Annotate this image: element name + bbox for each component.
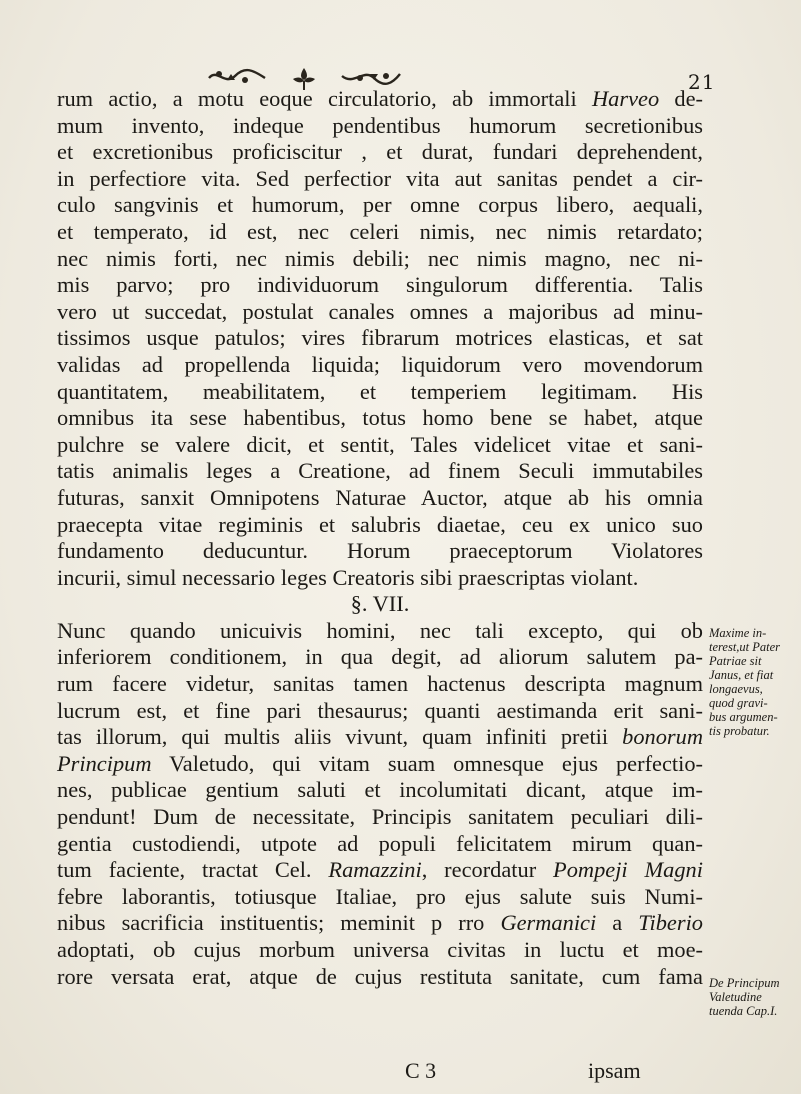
text-line: nibus sacrificia instituentis; meminit p rro Germanici a Tiberio: [57, 910, 703, 936]
text-line: pendunt! Dum de necessitate, Principis sanitatem peculiari dili-: [57, 804, 703, 830]
marginal-note-1: [709, 626, 801, 738]
marginal-note-line: bus argumen-: [709, 710, 778, 724]
signature-line: [0, 1058, 801, 1088]
text-line: Nunc quando unicuivis homini, nec tali excepto, qui ob: [57, 617, 703, 643]
text-line: fundamento deducuntur. Horum praeceptorum Violatores: [57, 538, 703, 564]
text-line: praecepta vitae regiminis et salubris diaetae, ceu ex unico suo: [57, 511, 703, 537]
signature-mark: C 3: [405, 1058, 437, 1083]
marginal-note-line: Janus, et fiat: [709, 668, 774, 682]
marginal-note-line: Maxime in-: [709, 626, 767, 640]
vine-ornament-left-icon: [205, 66, 269, 88]
text-line: culo sangvinis et humorum, per omne corpus libero, aequali,: [57, 192, 703, 218]
vine-ornament-right-icon: [338, 66, 404, 88]
text-line: lucrum est, et fine pari thesaurus; quanti aestimanda erit sani-: [57, 697, 703, 723]
text-line: tas illorum, qui multis aliis vivunt, quam infiniti pretii bonorum: [57, 724, 703, 750]
text-line: tissimos usque patulos; vires fibrarum motrices elasticas, et sat: [57, 325, 703, 351]
text-line: validas ad propellenda liquida; liquidorum vero movendorum: [57, 351, 703, 377]
marginal-note-line: Valetudine: [709, 990, 762, 1004]
marginal-note-line: quod gravi-: [709, 696, 768, 710]
marginal-note-line: tis probatur.: [709, 724, 770, 738]
marginal-note-line: terest,ut Pater: [709, 640, 781, 654]
marginal-note-line: longaevus,: [709, 682, 763, 696]
text-line: vero ut succedat, postulat canales omnes a majoribus ad minu-: [57, 298, 703, 324]
text-line: nes, publicae gentium saluti et incolumitati dicant, atque im-: [57, 777, 703, 803]
page-number: 21: [688, 70, 716, 94]
text-line: rore versata erat, atque de cujus restituta sanitate, cum fama: [57, 963, 703, 989]
text-line: §. VII.: [350, 591, 410, 617]
text-line: rum facere videtur, sanitas tamen hactenus descripta magnum: [57, 671, 703, 697]
text-line: quantitatem, meabilitatem, et temperiem legitimam. His: [57, 378, 703, 404]
text-line: et temperato, id est, nec celeri nimis, nec nimis retardato;: [57, 218, 703, 244]
marginal-note-line: Patriae sit: [709, 654, 762, 668]
text-line: tum faciente, tractat Cel. Ramazzini, recordatur Pompeji Magni: [57, 857, 703, 883]
text-line: pulchre se valere dicit, et sentit, Tales videlicet vitae et sani-: [57, 431, 703, 457]
text-line: nec nimis forti, nec nimis debili; nec nimis magno, nec ni-: [57, 245, 703, 271]
text-line: et excretionibus proficiscitur , et durat, fundari deprehendent,: [57, 139, 703, 165]
marginal-note-2: [709, 976, 801, 1018]
marginal-note-line: tuenda Cap.I.: [709, 1004, 778, 1018]
text-line: Principum Valetudo, qui vitam suam omnesque ejus perfectio-: [57, 750, 703, 776]
marginal-note-line: De Principum: [709, 976, 780, 990]
text-line: inferiorem conditionem, in qua degit, ad aliorum salutem pa-: [57, 644, 703, 670]
text-line: adoptati, ob cujus morbum universa civitas in luctu et moe-: [57, 937, 703, 962]
text-line: incurii, simul necessario leges Creatoris sibi praescriptas violant.: [57, 564, 639, 590]
text-line: omnibus ita sese habentibus, totus homo bene se habet, atque: [57, 405, 703, 431]
text-line: mis parvo; pro individuorum singulorum differentia. Talis: [57, 272, 703, 298]
text-line: in perfectiore vita. Sed perfectior vita aut sanitas pendet a cir-: [57, 165, 703, 191]
text-line: febre laborantis, totiusque Italiae, pro ejus salute suis Numi-: [57, 883, 703, 909]
catchword: ipsam: [588, 1058, 641, 1083]
text-line: futuras, sanxit Omnipotens Naturae Auctor, atque ab his omnia: [57, 484, 703, 510]
text-line: gentia custodiendi, utpote ad populi felicitatem mirum quan-: [57, 830, 703, 856]
text-line: mum invento, indeque pendentibus humorum secretionibus: [57, 112, 703, 138]
text-line: tatis animalis leges a Creatione, ad finem Seculi immutabiles: [57, 458, 703, 484]
text-line: rum actio, a motu eoque circulatorio, ab immortali Harveo de-: [57, 86, 703, 111]
main-text-block: [57, 86, 703, 990]
